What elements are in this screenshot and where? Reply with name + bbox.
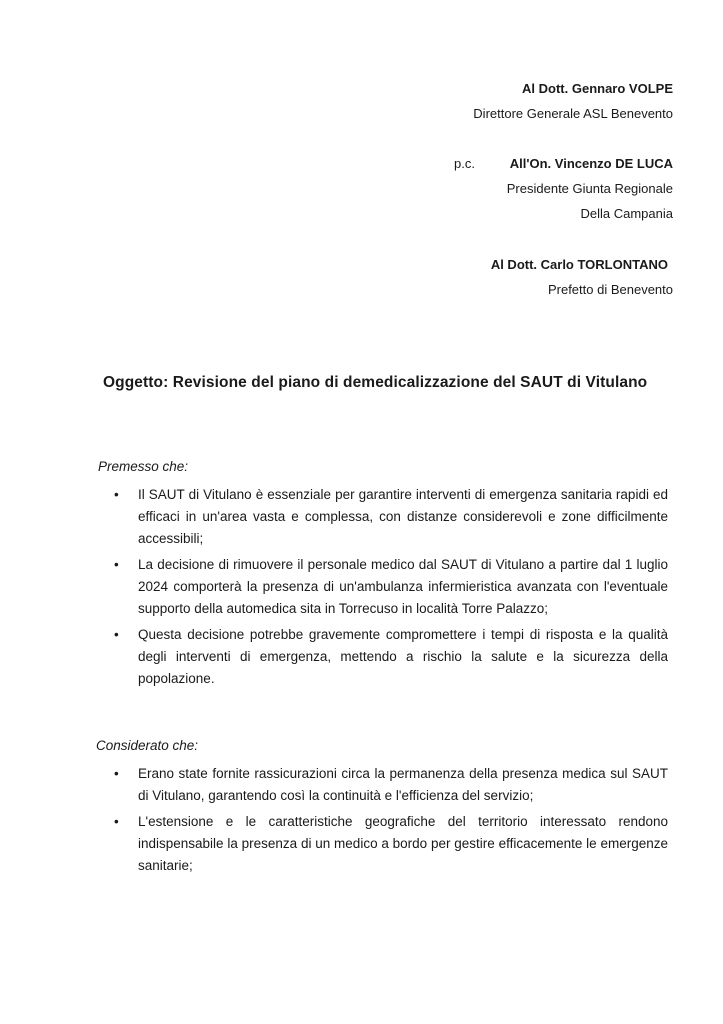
recipient-1-role: Direttore Generale ASL Benevento bbox=[473, 106, 673, 121]
recipient-2-role-2: Della Campania bbox=[580, 206, 673, 221]
section-heading-premesso: Premesso che: bbox=[98, 459, 189, 474]
bullet-icon: • bbox=[114, 557, 119, 572]
recipient-2-name: All'On. Vincenzo DE LUCA bbox=[509, 156, 673, 171]
list-item: • La decisione di rimuovere il personale medico dal SAUT di Vitulano a partire dal 1 luglio 2024 comporterà la presenza di un'ambulanza infermieristica avanzata con l'eventuale supporto della automedica sita in Torrecuso in località Torre Palazzo; bbox=[138, 554, 668, 620]
recipient-2-role-1: Presidente Giunta Regionale bbox=[506, 181, 673, 196]
recipient-1-name: Al Dott. Gennaro VOLPE bbox=[522, 81, 673, 96]
list-item: • Il SAUT di Vitulano è essenziale per garantire interventi di emergenza sanitaria rapidi ed efficaci in un'area vasta e complessa, con distanze considerevoli e zone difficilmente accessibili; bbox=[138, 484, 668, 550]
list-item: • Erano state fornite rassicurazioni circa la permanenza della presenza medica sul SAUT di Vitulano, garantendo così la continuità e l'efficienza del servizio; bbox=[138, 763, 668, 807]
premesso-list bbox=[114, 484, 668, 694]
considerato-list bbox=[114, 763, 668, 881]
list-item: • Questa decisione potrebbe gravemente compromettere i tempi di risposta e la qualità degli interventi di emergenza, mettendo a rischio la salute e la sicurezza della popolazione. bbox=[138, 624, 668, 690]
list-item: • L'estensione e le caratteristiche geografiche del territorio interessato rendono indispensabile la presenza di un medico a bordo per gestire efficacemente le emergenze sanitarie; bbox=[138, 811, 668, 877]
pc-label: p.c. bbox=[454, 156, 475, 171]
letter-subject: Oggetto: Revisione del piano di demedicalizzazione del SAUT di Vitulano bbox=[103, 374, 648, 391]
recipient-3-name: Al Dott. Carlo TORLONTANO bbox=[490, 257, 668, 272]
bullet-icon: • bbox=[114, 766, 119, 781]
bullet-icon: • bbox=[114, 814, 119, 829]
bullet-icon: • bbox=[114, 487, 119, 502]
recipient-3-role: Prefetto di Benevento bbox=[547, 282, 673, 297]
section-heading-considerato: Considerato che: bbox=[96, 738, 199, 753]
bullet-icon: • bbox=[114, 627, 119, 642]
